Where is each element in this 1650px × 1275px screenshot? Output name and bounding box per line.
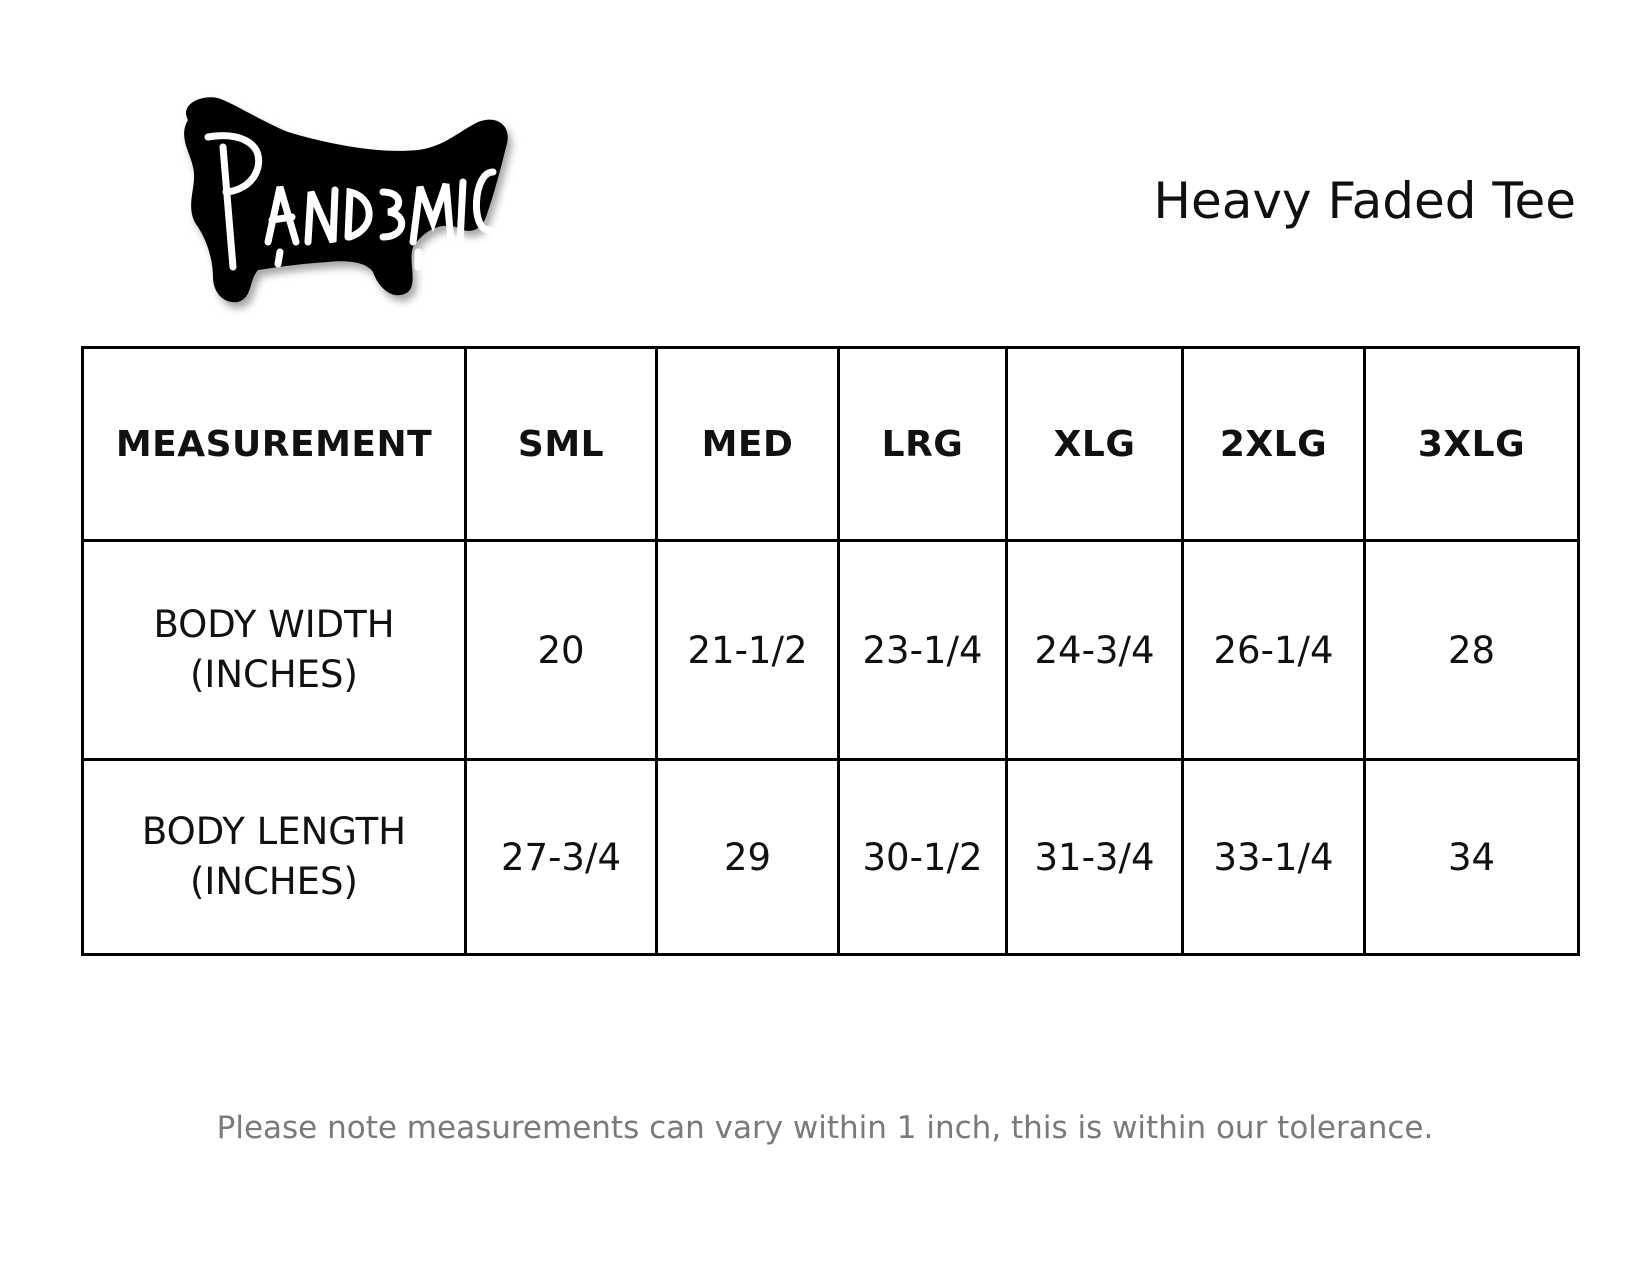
header-size: 2XLG	[1183, 348, 1365, 541]
table-header-row	[83, 348, 1579, 541]
table-cell: 20	[466, 541, 657, 760]
header-measurement: MEASUREMENT	[83, 348, 466, 541]
table-cell: 28	[1365, 541, 1579, 760]
size-chart-table	[81, 346, 1580, 956]
row-label	[83, 541, 466, 760]
table-cell: 34	[1365, 760, 1579, 955]
row-label-unit: (INCHES)	[190, 860, 358, 903]
table-row	[83, 760, 1579, 955]
table-cell: 30-1/2	[839, 760, 1007, 955]
table-cell: 33-1/4	[1183, 760, 1365, 955]
header-size: SML	[466, 348, 657, 541]
table-cell: 27-3/4	[466, 760, 657, 955]
pandemic-logo-icon	[168, 77, 528, 307]
table-row	[83, 541, 1579, 760]
row-label-name: BODY LENGTH	[141, 810, 407, 853]
table-cell: 26-1/4	[1183, 541, 1365, 760]
brand-logo	[168, 77, 528, 307]
table-cell: 31-3/4	[1007, 760, 1183, 955]
table-cell: 24-3/4	[1007, 541, 1183, 760]
tolerance-note: Please note measurements can vary within 1 inch, this is within our tolerance.	[216, 1110, 1434, 1146]
table-cell: 21-1/2	[657, 541, 839, 760]
row-label-unit: (INCHES)	[190, 653, 358, 696]
header-size: MED	[657, 348, 839, 541]
row-label	[83, 760, 466, 955]
row-label-name: BODY WIDTH	[153, 603, 395, 646]
table-cell: 23-1/4	[839, 541, 1007, 760]
logo-text: PANDEMIC	[168, 77, 252, 96]
table-cell: 29	[657, 760, 839, 955]
product-title: Heavy Faded Tee	[1153, 172, 1576, 230]
header-size: XLG	[1007, 348, 1183, 541]
header-size: 3XLG	[1365, 348, 1579, 541]
header-size: LRG	[839, 348, 1007, 541]
